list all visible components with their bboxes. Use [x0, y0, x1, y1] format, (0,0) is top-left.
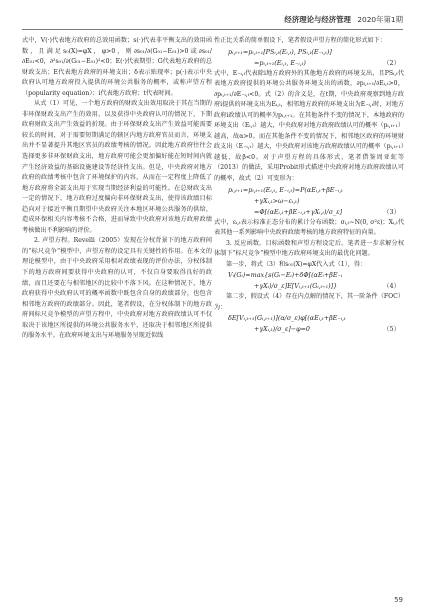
equation-text: pᵢ,ₜ₊₁=pᵢ,ₜ₊₁[PSᵢ,ₜ(Eᵢ,ₜ), PSᵢ,ₜ(E₋ᵢ,ₜ)]: [228, 47, 332, 56]
equation-text: pᵢ,ₜ₊₁=pᵢ,ₜ₊₁(Eᵢ,ₜ, E₋ᵢ,ₜ)=P(αEᵢ,ₜ+βE₋ᵢ,ₜ: [228, 185, 343, 194]
equation-number: （2）: [383, 58, 400, 67]
paragraph: 性正比关系的简单假设下，笔者假设声望方程的简化形式如下：: [214, 37, 386, 44]
equation-2-line-2: [214, 58, 404, 69]
paragraph: 从式（1）可见，一个地方政府的财政支出效用取决于其在当期的非环保财政支出产生的效用，以及获得中央政府认可的情况下，下期政府财政支出产生效益的折现。由于环保财政支出产生效益可能需要较长的时间，对于需要短期满足的辖区内地方政府官员而言，环境支出并不显著提升其地区官员的政绩考核的情况。因此地方政府往往会选择更多非环保财政支出，地方政府可能会更加偏好能在短时间内就产生经济效益的基础设施建设等经济性支出。但是，中央政府对地方政府的政绩考核中包含了环境保护的内容，从而在一定程度上降低了地方政府将全部支出用于实现当期经济利益的可能性。在总财政支出一定的情况下，地方政府过度偏向非环保财政支出，使得该政绩目标趋向对于接近平衡且期望中央政府关注本地区环境公共服务的供给，造成环保相关内容考核不合格，进而导致中央政府对该地方政府政绩考核做出不利影响的评价。: [22, 100, 212, 234]
paragraph: 3. 反应函数。目标函数和声望方程设定后，笔者进一步求解分权体制下“标尺竞争”模型中地方政府环境支出的最优化问题。: [214, 239, 404, 258]
equation-number: （3）: [383, 207, 400, 216]
equation-4-line-2: [214, 281, 404, 292]
equation-text: =pᵢ,ₜ₊₁(Eᵢ,ₜ, E₋ᵢ,ₜ): [254, 58, 306, 67]
paragraph: 式中，εᵢ,ₜ表示标准正态分布的累计分布函数；σᵢ,ₜ~N(0, σ²ε)；Xᵢ,ₜ代表其他一系列影响中央政府政绩考核的地方政府特征的向量。: [214, 218, 404, 237]
journal-title: 经济理论与经济管理: [284, 15, 351, 24]
equation-3-line-3: [214, 207, 404, 218]
issue-number: 2020年第1期: [357, 15, 403, 24]
paragraph: 式中，V(·)代表地方政府的总效用函数；s(·)代表非平衡支出的效用函数，且满足s₀(X)=φX，φ>0，则∂s₀₁/∂(G₀₁−E₀₁)>0或∂s₀₁/∂E₀₁<0，∂²s₀₁/∂(G₀₁−E₀₁)²<0；E(·)代表期望；G代表地方政府的总财政支出；E代表地方政府的环境支出；δ表示贴现率；p(·)表示中央政府认可地方政府投入提供的环境公共服务的概率，或称声望方程（popularity equation）；i代表地方政府；t代表时间。: [22, 37, 212, 97]
equation-text: +γXᵢ)/σ_ε]E[Vᵢ,ₜ₊₁(Gᵢ,ₜ₊₁)]}: [254, 282, 338, 291]
page-number: 59: [394, 596, 403, 604]
equation-text: +γXᵢ,ₜ>ω−εᵢ,ₜ): [254, 196, 300, 205]
paragraph: 2. 声望方程。Revelli（2005）发现在分权背景下的地方政府间的“标尺竞争”模型中，声望方程的设定具有关键性的作用。在本文的理论模型中，由于中央政府采用相对政绩表现的评价办法，分权体制下的地方政府间要获得中央政府的认可，不仅自身要取得良好的政绩，而且还要在与相邻地区的比较中不落下风。在这种情况下，地方政府获得中央政府认可的概率函数中既包含自身的政绩部分，也包含相邻地方政府的政绩部分。因此，笔者假设，在分权体制下的地方政府间标尺竞争模型的声望方程中，中央政府对地方政府政绩认可不仅取决于该地区所提供的环境公共服务水平，还取决于相邻地区所提供的服务水平。在政府环境支出与环境服务呈现近似线: [22, 237, 212, 340]
equation-text: δE[Vᵢ,ₜ₊₁(Gᵢ,ₜ₊₁)](α/σ_ε)φ[(αEᵢ,ₜ+βE₋ᵢ,ₜ: [228, 314, 346, 323]
equation-number: （5）: [383, 325, 400, 334]
equation-3-line-1: [214, 185, 404, 196]
equation-3-line-2: [214, 196, 404, 207]
paragraph: 第二步，假设式（4）存在内点解的情况下，其一阶条件（FOC）为：: [214, 293, 404, 311]
paragraph: 式中，E₋ᵢ,ₜ代表除i地方政府外的其他地方政府的环境支出，且PSᵢ,ₜ代表地方政府提供的环境公共服务环境支出的函数，∂pᵢ,ₜ₊₁/∂Eᵢ,ₜ>0，∂pᵢ,ₜ₊₁/∂E₋ᵢ,ₜ<0。式（2）的含义是，在t期，中央政府观察到地方政府i提供的环境支出为Eᵢ,ₜ，相邻地方政府的环境支出为E₋ᵢ,ₜ时，对地方政府i政绩认可的概率为pᵢ,ₜ₊₁。在其他条件不变的情况下，本地政府的环境支出（Eᵢ,ₜ）越大，中央政府对地方政府政绩认可的概率（pᵢ,ₜ₊₁）越高，故α>0。而在其他条件不变的情况下，相邻地区政府的环境财政支出（E₋ᵢ,ₜ）越大，中央政府对该地方政府政绩认可的概率（pᵢ,ₜ₊₁）越低，故β<0。对于声望方程的具体形式，笔者借鉴周亚虹等（2013）的做法，采用Probit形式描述中央政府对地方政府政绩认可的概率，故式（2）可变形为：: [214, 69, 404, 183]
right-column: [214, 36, 404, 335]
equation-number: （4）: [383, 282, 400, 291]
equation-5-line-2: [214, 324, 404, 335]
equation-5-line-1: [214, 313, 404, 324]
equation-text: Vᵢ(Gᵢ)=max{s(Gᵢ−Eᵢ)+δΦ[(αEᵢ+βE₋ᵢ: [228, 271, 343, 280]
paragraph: 第一步，将式（3）和s₀₁(X)=φX代入式（1），得：: [226, 260, 367, 268]
equation-4-line-1: [214, 270, 404, 281]
equation-2-line-1: [214, 47, 404, 58]
left-column: [22, 36, 212, 342]
equation-text: +γXᵢ,ₜ)/σ_ε]−φ=0: [254, 325, 310, 334]
running-header: [22, 11, 403, 30]
equation-text: =Φ[(αEᵢ,ₜ+βE₋ᵢ,ₜ+γXᵢ,ₜ)/σ_ε]: [254, 207, 343, 216]
